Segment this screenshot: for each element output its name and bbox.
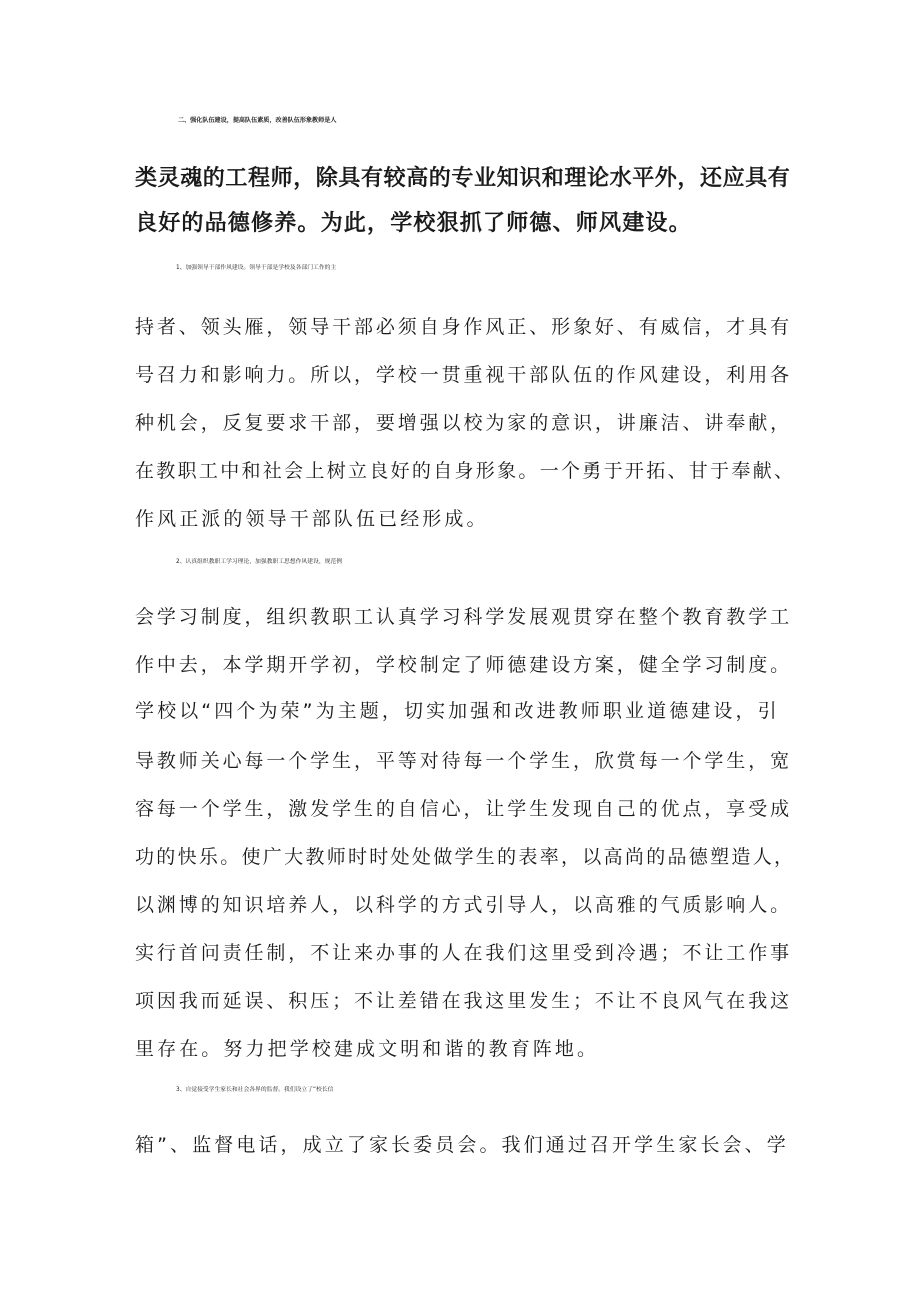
para1-line-3: 号召力和影响力。所以，学校一贯重视干部队伍的作风建设，利用各 <box>135 364 793 386</box>
para2-line-4: 学校以“四个为荣”为主题，切实加强和改进教师职业道德建设，引 <box>135 700 780 722</box>
para2-line-5: 导教师关心每一个学生，平等对待每一个学生，欣赏每一个学生，宽 <box>135 750 793 772</box>
para2-line-1: 2、认真组织教职工学习理论，加强教职工思想作风建设，规范例 <box>176 559 343 565</box>
heading-line-1: 二、强化队伍建设，提高队伍素质，改善队伍形象教师是人 <box>178 117 337 124</box>
para1-line-2: 持者、领头雁，领导干部必须自身作风正、形象好、有威信，才具有 <box>135 316 793 338</box>
para1-line-5: 在教职工中和社会上树立良好的自身形象。一个勇于开拓、甘于奉献、 <box>135 460 796 482</box>
para1-line-4: 种机会，反复要求干部，要增强以校为家的意识，讲廉洁、讲奉献， <box>135 412 793 434</box>
para2-line-2: 会学习制度，组织教职工认真学习科学发展观贯穿在整个教育教学工 <box>135 606 793 628</box>
para2-line-3: 作中去，本学期开学初，学校制定了师德建设方案，健全学习制度。 <box>135 654 793 676</box>
para2-line-6: 容每一个学生，激发学生的自信心，让学生发现自己的优点，享受成 <box>135 798 793 820</box>
para2-line-9: 实行首问责任制，不让来办事的人在我们这里受到冷遇；不让工作事 <box>135 942 793 964</box>
para2-line-7: 功的快乐。使广大教师时时处处做学生的表率，以高尚的品德塑造人， <box>135 846 796 868</box>
heading-line-3: 良好的品德修养。为此，学校狠抓了师德、师风建设。 <box>135 211 692 236</box>
para3-line-2: 箱”、监督电话，成立了家长委员会。我们通过召开学生家长会、学 <box>135 1134 789 1156</box>
para1-line-6: 作风正派的领导干部队伍已经形成。 <box>135 508 489 530</box>
heading-line-2: 类灵魂的工程师，除具有较高的专业知识和理论水平外，还应具有 <box>135 166 791 191</box>
para2-line-10: 项因我而延误、积压；不让差错在我这里发生；不让不良风气在我这 <box>135 990 793 1012</box>
para2-line-8: 以渊博的知识培养人，以科学的方式引导人，以高雅的气质影响人。 <box>135 894 793 916</box>
para1-line-1: 1、加强领导干部作风建设。领导干部是学校及各部门工作的主 <box>176 265 337 271</box>
para3-line-1: 3、自觉接受学生家长和社会各界的监督。我们设立了“校长信 <box>176 1087 334 1093</box>
para2-line-11: 里存在。努力把学校建成文明和谐的教育阵地。 <box>135 1038 600 1060</box>
